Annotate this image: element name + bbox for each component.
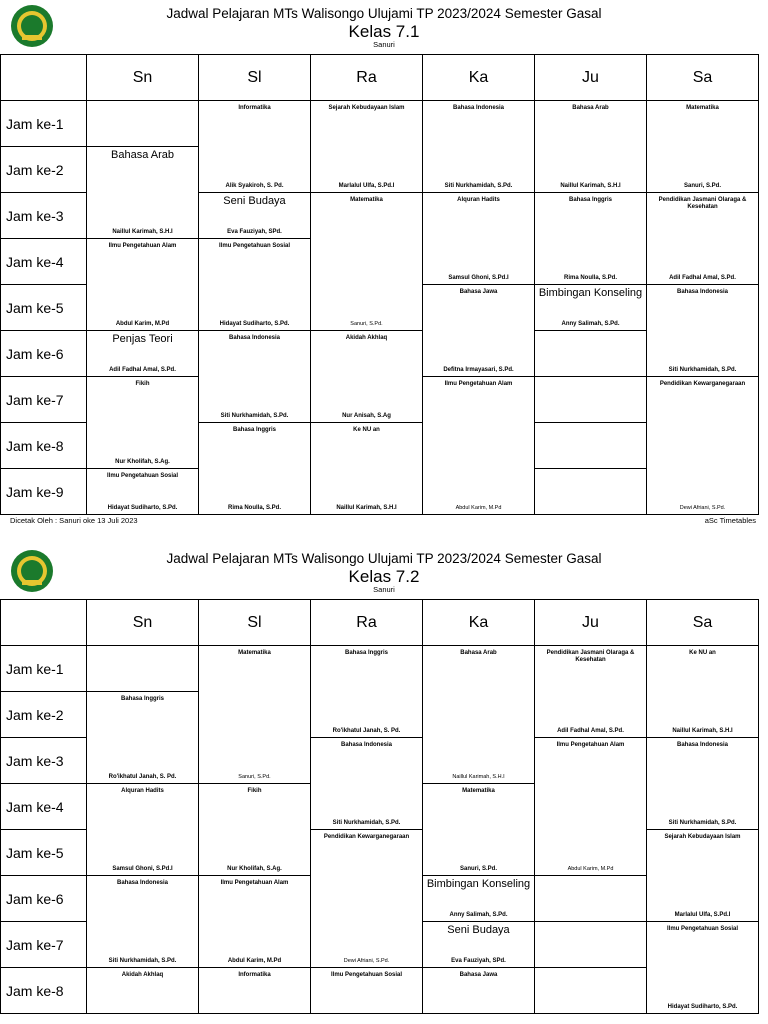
lesson-cell — [199, 331, 311, 423]
period-label: Jam ke-4 — [1, 784, 87, 830]
lesson-teacher: Nur Kholifah, S.Ag. — [227, 866, 282, 872]
period-label: Jam ke-4 — [1, 239, 87, 285]
class-title: Kelas 7.2 — [348, 567, 420, 586]
period-label: Jam ke-7 — [1, 377, 87, 423]
lesson-cell — [87, 784, 199, 876]
lesson-cell — [311, 830, 423, 968]
day-header: Ka — [423, 600, 535, 646]
schedule-title: Jadwal Pelajaran MTs Walisongo Ulujami TP 2023/2024 Semester Gasal — [166, 551, 602, 566]
lesson-subject: Alquran Hadits — [121, 788, 164, 794]
lesson-teacher: Alik Syakiroh, S. Pd. — [225, 183, 284, 189]
lesson-subject: Matematika — [462, 788, 495, 794]
lesson-teacher: Marlalul Ulfa, S.Pd.I — [674, 912, 731, 918]
lesson-teacher: Dewi Afriani, S.Pd. — [343, 958, 390, 964]
lesson-cell — [423, 876, 535, 922]
lesson-cell — [199, 876, 311, 968]
lesson-cell — [423, 101, 535, 193]
lesson-subject: Bahasa Indonesia — [340, 742, 393, 748]
lesson-cell — [535, 876, 647, 922]
lesson-subject: Bimbingan Konseling — [538, 287, 643, 299]
day-header: Sn — [87, 600, 199, 646]
period-label: Jam ke-8 — [1, 423, 87, 469]
lesson-teacher: Hidayat Sudiharto, S.Pd. — [667, 1004, 738, 1010]
lesson-teacher: Nur Anisah, S.Ag — [342, 413, 391, 419]
period-label: Jam ke-3 — [1, 738, 87, 784]
lesson-cell — [311, 738, 423, 830]
lesson-teacher: Rima Noulla, S.Pd. — [227, 505, 281, 511]
lesson-cell — [199, 646, 311, 784]
lesson-cell — [535, 469, 647, 515]
lesson-subject: Bahasa Inggris — [120, 696, 164, 702]
lesson-teacher: Dewi Afriani, S.Pd. — [679, 505, 726, 511]
lesson-subject: Ilmu Pengetahuan Alam — [556, 742, 625, 748]
lesson-cell — [647, 646, 759, 738]
lesson-subject: Fikih — [135, 381, 150, 387]
lesson-cell — [423, 285, 535, 377]
timetable-sheet-2 — [0, 545, 768, 1024]
lesson-subject: Sejarah Kebudayaan Islam — [328, 105, 405, 111]
lesson-subject: Bahasa Indonesia — [116, 880, 169, 886]
day-header: Ka — [423, 55, 535, 101]
lesson-cell — [311, 646, 423, 738]
empty-cell — [87, 101, 199, 147]
lesson-teacher: Adil Fadhal Amal, S.Pd. — [557, 728, 624, 734]
lesson-subject: Ilmu Pengetahuan Alam — [444, 381, 513, 387]
lesson-teacher: Sanuri, S.Pd. — [683, 183, 721, 189]
lesson-teacher: Abdul Karim, M.Pd — [567, 866, 614, 872]
lesson-teacher: Sanuri, S.Pd. — [238, 774, 271, 780]
lesson-subject: Pendidikan Jasmani Olaraga & Kesehatan — [546, 650, 635, 663]
lesson-cell — [423, 193, 535, 285]
lesson-cell — [199, 423, 311, 515]
lesson-cell — [535, 423, 647, 469]
lesson-subject: Bahasa Jawa — [459, 289, 498, 295]
lesson-cell — [423, 377, 535, 515]
lesson-cell — [535, 922, 647, 968]
lesson-teacher: Naillul Karimah, S.H.I — [336, 505, 397, 511]
timetable-grid — [0, 599, 759, 1014]
day-header: Ra — [311, 600, 423, 646]
lesson-teacher: Abdul Karim, M.Pd — [455, 505, 502, 511]
lesson-teacher: Sanuri, S.Pd. — [350, 321, 383, 327]
lesson-teacher: Eva Fauziyah, SPd. — [451, 958, 506, 964]
lesson-teacher: Samsul Ghoni, S.Pd.I — [448, 275, 509, 281]
lesson-cell — [311, 193, 423, 331]
lesson-teacher: Siti Nurkhamidah, S.Pd. — [668, 367, 737, 373]
lesson-subject: Matematika — [238, 650, 271, 656]
lesson-cell — [423, 784, 535, 876]
lesson-teacher: Ro'ikhatul Janah, S. Pd. — [332, 728, 401, 734]
day-header: Sl — [199, 600, 311, 646]
lesson-cell — [87, 377, 199, 469]
lesson-subject: Bahasa Arab — [572, 105, 609, 111]
day-header: Ju — [535, 600, 647, 646]
lesson-cell — [87, 646, 199, 692]
period-label: Jam ke-8 — [1, 968, 87, 1014]
author-name: Sanuri — [373, 585, 395, 594]
lesson-subject: Matematika — [686, 105, 719, 111]
lesson-subject: Ilmu Pengetahuan Alam — [220, 880, 289, 886]
corner-cell — [1, 55, 87, 101]
day-header: Ju — [535, 55, 647, 101]
lesson-subject: Bahasa Indonesia — [228, 335, 281, 341]
print-info: Dicetak Oleh : Sanuri oke 13 Juli 2023 — [10, 516, 138, 525]
lesson-cell — [647, 377, 759, 515]
lesson-teacher: Abdul Karim, M.Pd — [227, 958, 282, 964]
lesson-cell — [311, 968, 423, 1014]
lesson-cell — [199, 101, 311, 193]
period-label: Jam ke-5 — [1, 830, 87, 876]
lesson-cell — [199, 968, 311, 1014]
corner-cell — [1, 600, 87, 646]
lesson-subject: Ke NU an — [353, 427, 380, 433]
lesson-subject: Seni Budaya — [447, 924, 510, 936]
lesson-cell — [423, 646, 535, 784]
software-credit: aSc Timetables — [704, 516, 756, 525]
day-header: Ra — [311, 55, 423, 101]
lesson-teacher: Naillul Karimah, S.H.I — [452, 774, 505, 780]
lesson-cell — [87, 968, 199, 1014]
lesson-teacher: Nur Kholifah, S.Ag. — [115, 459, 170, 465]
day-header: Sl — [199, 55, 311, 101]
period-label: Jam ke-9 — [1, 469, 87, 515]
lesson-teacher: Ro'ikhatul Janah, S. Pd. — [108, 774, 177, 780]
lesson-subject: Ilmu Pengetahuan Alam — [108, 243, 177, 249]
lesson-teacher: Defitna Irmayasari, S.Pd. — [443, 367, 514, 373]
period-label: Jam ke-3 — [1, 193, 87, 239]
lesson-subject: Alquran Hadits — [457, 197, 500, 203]
lesson-teacher: Eva Fauziyah, SPd. — [227, 229, 282, 235]
lesson-cell — [311, 101, 423, 193]
lesson-cell — [535, 377, 647, 423]
schedule-title: Jadwal Pelajaran MTs Walisongo Ulujami TP 2023/2024 Semester Gasal — [166, 6, 602, 21]
lesson-cell — [311, 331, 423, 423]
lesson-cell — [535, 968, 647, 1014]
lesson-subject: Matematika — [350, 197, 383, 203]
lesson-subject: Bahasa Jawa — [459, 972, 498, 978]
lesson-subject: Bahasa Indonesia — [676, 742, 729, 748]
lesson-cell — [199, 784, 311, 876]
lesson-teacher: Anny Salimah, S.Pd. — [449, 912, 508, 918]
lesson-subject: Bimbingan Konseling — [426, 878, 531, 890]
lesson-teacher: Naillul Karimah, S.H.I — [672, 728, 733, 734]
lesson-cell — [87, 147, 199, 239]
lesson-subject: Bahasa Arab — [111, 149, 174, 161]
lesson-cell — [535, 331, 647, 377]
period-label: Jam ke-7 — [1, 922, 87, 968]
lesson-cell — [311, 423, 423, 515]
lesson-subject: Bahasa Indonesia — [452, 105, 505, 111]
lesson-subject: Bahasa Inggris — [568, 197, 612, 203]
author-name: Sanuri — [373, 40, 395, 49]
lesson-subject: Bahasa Arab — [460, 650, 497, 656]
lesson-cell — [87, 331, 199, 377]
lesson-teacher: Siti Nurkhamidah, S.Pd. — [444, 183, 513, 189]
lesson-subject: Penjas Teori — [112, 333, 173, 345]
day-header: Sn — [87, 55, 199, 101]
lesson-teacher: Adil Fadhal Amal, S.Pd. — [109, 367, 176, 373]
period-label: Jam ke-5 — [1, 285, 87, 331]
lesson-subject: Informatika — [238, 972, 271, 978]
lesson-cell — [647, 922, 759, 1014]
lesson-teacher: Sanuri, S.Pd. — [459, 866, 497, 872]
period-label: Jam ke-1 — [1, 101, 87, 147]
lesson-subject: Pendidikan Kewarganegaraan — [659, 381, 746, 387]
period-label: Jam ke-2 — [1, 147, 87, 193]
lesson-subject: Akidah Akhlaq — [121, 972, 164, 978]
timetable-grid — [0, 54, 759, 515]
lesson-teacher: Hidayat Sudiharto, S.Pd. — [107, 505, 178, 511]
lesson-subject: Ilmu Pengetahuan Sosial — [330, 972, 402, 978]
lesson-teacher: Anny Salimah, S.Pd. — [561, 321, 620, 327]
lesson-subject: Akidah Akhlaq — [345, 335, 388, 341]
lesson-teacher: Adil Fadhal Amal, S.Pd. — [669, 275, 736, 281]
lesson-cell — [647, 738, 759, 830]
lesson-cell — [647, 285, 759, 377]
period-label: Jam ke-1 — [1, 646, 87, 692]
period-label: Jam ke-6 — [1, 331, 87, 377]
lesson-teacher: Siti Nurkhamidah, S.Pd. — [108, 958, 177, 964]
lesson-subject: Bahasa Inggris — [344, 650, 388, 656]
lesson-subject: Seni Budaya — [223, 195, 286, 207]
lesson-teacher: Siti Nurkhamidah, S.Pd. — [332, 820, 401, 826]
lesson-cell — [423, 922, 535, 968]
lesson-cell — [535, 101, 647, 193]
lesson-cell — [647, 101, 759, 193]
lesson-subject: Fikih — [247, 788, 262, 794]
lesson-teacher: Marlalul Ulfa, S.Pd.I — [338, 183, 395, 189]
lesson-teacher: Samsul Ghoni, S.Pd.I — [112, 866, 173, 872]
lesson-cell — [647, 830, 759, 922]
lesson-teacher: Abdul Karim, M.Pd — [115, 321, 170, 327]
lesson-teacher: Siti Nurkhamidah, S.Pd. — [668, 820, 737, 826]
lesson-subject: Sejarah Kebudayaan Islam — [664, 834, 741, 840]
lesson-cell — [87, 876, 199, 968]
lesson-teacher: Naillul Karimah, S.H.I — [560, 183, 621, 189]
lesson-subject: Ilmu Pengetahuan Sosial — [666, 926, 738, 932]
lesson-subject: Informatika — [238, 105, 271, 111]
period-label: Jam ke-6 — [1, 876, 87, 922]
lesson-subject: Pendidikan Jasmani Olaraga & Kesehatan — [658, 197, 747, 210]
lesson-cell — [199, 193, 311, 239]
lesson-cell — [199, 239, 311, 331]
lesson-cell — [647, 193, 759, 285]
lesson-cell — [87, 239, 199, 331]
day-header: Sa — [647, 55, 759, 101]
period-label: Jam ke-2 — [1, 692, 87, 738]
lesson-teacher: Siti Nurkhamidah, S.Pd. — [220, 413, 289, 419]
lesson-teacher: Naillul Karimah, S.H.I — [112, 229, 173, 235]
lesson-subject: Bahasa Indonesia — [676, 289, 729, 295]
lesson-subject: Ilmu Pengetahuan Sosial — [218, 243, 290, 249]
lesson-cell — [535, 285, 647, 331]
lesson-cell — [423, 968, 535, 1014]
lesson-cell — [535, 738, 647, 876]
day-header: Sa — [647, 600, 759, 646]
lesson-cell — [535, 193, 647, 285]
lesson-subject: Pendidikan Kewarganegaraan — [323, 834, 410, 840]
lesson-subject: Ke NU an — [689, 650, 716, 656]
lesson-cell — [87, 692, 199, 784]
lesson-teacher: Hidayat Sudiharto, S.Pd. — [219, 321, 290, 327]
lesson-teacher: Rima Noulla, S.Pd. — [563, 275, 617, 281]
lesson-cell — [87, 469, 199, 515]
class-title: Kelas 7.1 — [348, 22, 420, 41]
lesson-subject: Ilmu Pengetahuan Sosial — [106, 473, 178, 479]
lesson-cell — [535, 646, 647, 738]
lesson-subject: Bahasa Inggris — [232, 427, 276, 433]
